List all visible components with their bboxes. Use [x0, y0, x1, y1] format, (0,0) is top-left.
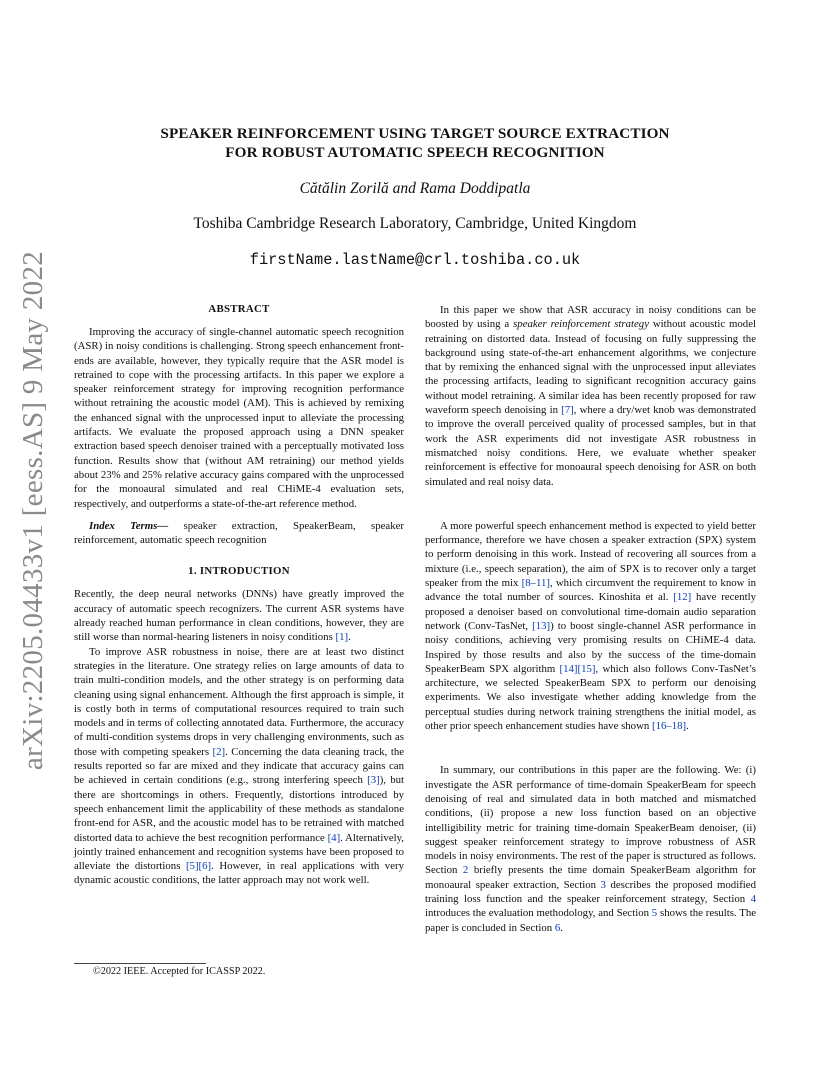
text-run: .	[686, 720, 689, 733]
title-line-2: FOR ROBUST AUTOMATIC SPEECH RECOGNITION	[225, 144, 605, 161]
section-ref-link[interactable]: 5	[651, 907, 658, 920]
right-paragraph-3	[425, 763, 756, 935]
text-run: .	[560, 921, 563, 934]
text-run: shows the results. The paper is concluded in Section	[425, 907, 757, 934]
right-paragraph-2	[425, 519, 756, 733]
citation-link[interactable]: [2]	[212, 745, 226, 758]
introduction-heading: 1. INTRODUCTION	[188, 565, 290, 578]
text-run: describes the proposed modified training loss function and the speaker reinforcement strategy, Section	[425, 878, 756, 905]
text-run: , where a dry/wet knob was demonstrated to improve the overall perceived quality of processed samples, but in that work the ASR experiments did not investigate ASR robustness in mismatched noisy conditions. Here, we evaluate whether speaker reinforcement is effective for monoaural speech denoising for ASR on both simulated and real noisy data.	[425, 404, 757, 488]
text-run: Recently, the deep neural networks (DNNs) have greatly improved the accuracy of automatic speech recognizers. The current ASR systems have already reached human performance in clean conditions, however, they are still worse than normal-hearing listeners in noisy conditions	[74, 588, 404, 644]
text-run: . However, in real applications with very dynamic acoustic conditions, the latter approach may not work well.	[74, 860, 404, 887]
citation-link[interactable]: [3]	[367, 774, 380, 787]
paper-title	[120, 124, 710, 162]
text-run: In this paper we show that ASR accuracy in noisy conditions can be boosted by using a	[425, 304, 756, 331]
citation-link[interactable]: [16–18]	[651, 720, 687, 733]
text-run: . Alternatively, jointly trained enhancement and recognition systems have been proposed to alleviate the distortions	[74, 831, 405, 873]
citation-link[interactable]: [7]	[561, 404, 574, 417]
text-run: .	[348, 631, 351, 644]
text-run: briefly presents the time domain SpeakerBeam algorithm for monoaural speaker extraction, Section	[425, 864, 756, 891]
section-ref-link[interactable]: 3	[600, 878, 606, 891]
title-line-1: SPEAKER REINFORCEMENT USING TARGET SOURCE EXTRACTION	[160, 125, 670, 142]
citation-link[interactable]: [12]	[673, 591, 692, 604]
text-run: have recently proposed a denoiser based on convolutional time-domain audio separation network (Conv-TasNet,	[425, 591, 756, 632]
citation-link[interactable]: [15]	[577, 662, 596, 675]
section-ref-link[interactable]: 6	[554, 921, 561, 934]
copyright-footnote: ©2022 IEEE. Accepted for ICASSP 2022.	[93, 966, 266, 977]
text-run: A more powerful speech enhancement method is expected to yield better performance, therefore we have chosen a speaker extraction (SPX) system to perform denoising in this work. Instead of recovering all sources from a mixture (i.e., speech separation), the aim of SPX is to recover only a target speaker from the mix	[425, 519, 756, 590]
citation-link[interactable]: [5]	[185, 860, 199, 873]
left-column	[74, 303, 404, 888]
index-terms	[74, 519, 404, 548]
text-run: , which also follows Conv-TasNet’s architecture, we selected SpeakerBeam SPX to perform our denoising experiments. We also investigate whether adding knowledge from the perceptual studies during network training strengthens the initial model, as other prior speech enhancement studies have shown	[425, 662, 756, 733]
section-ref-link[interactable]: 2	[462, 864, 469, 877]
abstract-text: Improving the accuracy of single-channel automatic speech recognition (ASR) in noisy conditions is challenging. Strong speech enhancement front-ends are available, however, they typically require that the ASR model is retrained to cope with the processing artifacts. In this paper we explore a speaker reinforcement strategy for improving recognition performance without retraining the acoustic model (AM). This is achieved by remixing the enhanced signal with the unprocessed input to alleviate the processing artifacts. We evaluate the proposed approach using a DNN speaker extraction based speech denoiser trained with a perceptually motivated loss function. Results show that (without AM retraining) our method yields about 23% and 25% relative accuracy gains compared with the unprocessed for the monoaural simulated and real CHiME-4 evaluation sets, respectively, and outperforms a state-of-the-art reference method.	[74, 326, 404, 510]
arxiv-identifier-stamp	[4, 250, 64, 770]
text-run: In summary, our contributions in this paper are the following. We: (i) investigate the ASR performance of time-domain SpeakerBeam for speech denoising of real and simulated data in both matched and mismatched conditions, (ii) propose a new loss function based on an objective intelligibility metric for training time-domain SpeakerBeam denoiser, (ii) suggest speaker reinforcement strategy to improve robustness of ASR models in noisy environments. The rest of the paper is structured as follows. Section	[425, 764, 756, 877]
text-run: . Concerning the data cleaning track, the results reported so far are mixed and they indicate that accuracy gains can be achieved in certain conditions (e.g., strong interfering speech	[74, 745, 405, 787]
citation-link[interactable]: [14]	[559, 662, 578, 675]
text-run: without acoustic model retraining on distorted data. Instead of focusing on fully suppressing the background using state-of-the-art enhancement algorithms, we conjecture that by remixing the enhanced signal with the unprocessed input alleviates the processing artifacts, leading to significant recognition accuracy gains without model retraining. A similar idea has been recently proposed for raw waveform speech denoising in	[425, 318, 756, 417]
text-run: To improve ASR robustness in noise, there are at least two distinct strategies in the literature. One strategy relies on large amounts of data to train multi-condition models, and the other strategy is on performing data cleaning using signal enhancement. Although the first approach is simple, it is costly both in terms of computational resources required to train such models and in terms of collecting annotated data. Furthermore, the accuracy of multi-condition systems drops in very challenging environments, such as those with competing speakers	[74, 645, 404, 758]
citation-link[interactable]: [1]	[335, 631, 349, 644]
citation-link[interactable]: [8–11]	[521, 577, 551, 590]
affiliation: Toshiba Cambridge Research Laboratory, Cambridge, United Kingdom	[193, 215, 637, 232]
index-terms-text: speaker extraction, SpeakerBeam, speaker reinforcement, automatic speech recognition	[74, 519, 404, 547]
emphasis-text: speaker reinforcement strategy	[513, 318, 649, 331]
text-run: introduces the evaluation methodology, and Section	[425, 907, 652, 920]
contact-email: firstName.lastName@crl.toshiba.co.uk	[249, 251, 581, 269]
intro-paragraph-1	[74, 587, 404, 644]
text-run: ), but there are shortcomings in others. Frequently, distortions introduced by speech enhancement limit the applicability of these methods as standalone front-end for ASR, and the acoustic model has to be retrained with matched distorted data to achieve the best recognition performance	[74, 774, 404, 844]
arxiv-stamp-text: arXiv:2205.04433v1 [eess.AS] 9 May 2022	[17, 250, 50, 770]
index-terms-label: Index Terms—	[89, 519, 169, 532]
citation-link[interactable]: [6]	[198, 860, 212, 873]
citation-link[interactable]: [4]	[327, 831, 341, 844]
text-run: ) to boost single-channel ASR performance in noisy conditions, achieving very promising results on CHiME-4 data. Inspired by those results and also by the success of the time-domain SpeakerBeam SPX algorithm	[425, 619, 756, 675]
author-names: Cătălin Zorilă and Rama Doddipatla	[299, 180, 531, 197]
abstract-heading: ABSTRACT	[208, 303, 270, 315]
right-paragraph-1	[425, 303, 756, 489]
footnote-rule	[74, 963, 206, 964]
citation-link[interactable]: [13]	[532, 619, 551, 632]
intro-paragraph-2	[74, 645, 404, 888]
right-column	[425, 303, 756, 935]
text-run: , which circumvent the requirement to know in advance the total number of sources. Kinoshita et al.	[425, 577, 756, 604]
section-ref-link[interactable]: 4	[750, 892, 756, 905]
